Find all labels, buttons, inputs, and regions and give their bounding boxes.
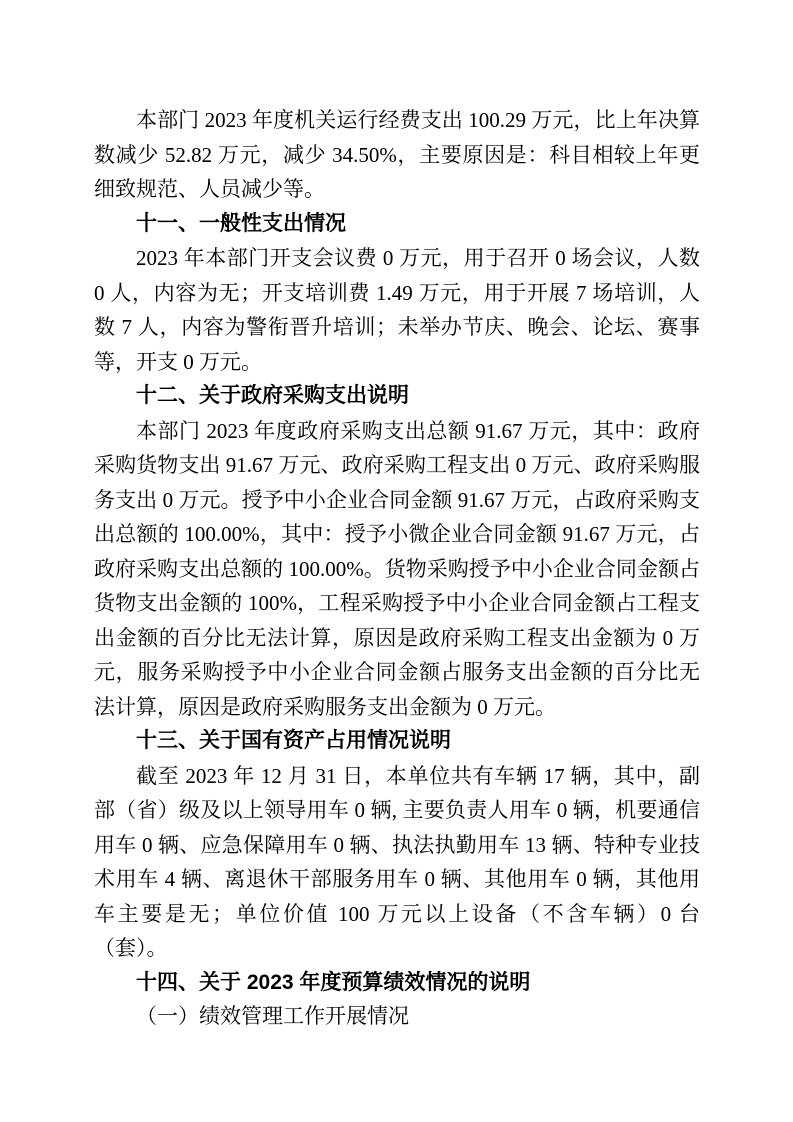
section-heading-11-general-expenditure: 十一、一般性支出情况 [136, 211, 346, 235]
paragraph-state-owned-assets-detail: 截至 2023 年 12 月 31 日，本单位共有车辆 17 辆，其中，副部（省）级及以上领导用车 0 辆, 主要负责人用车 0 辆，机要通信用车 0 辆、应急保障用车 0 辆、执法执勤用车 13 辆、特种专业技术用车 4 辆、离退休干部服务用车 0 辆、其他用车 0 辆，其他用车主要是无；单位价值 100 万元以上设备（不含车辆）0 台（套）。 [94, 763, 700, 960]
section-heading-12-government-procurement: 十二、关于政府采购支出说明 [136, 384, 409, 407]
subheading-performance-management-work: （一）绩效管理工作开展情况 [136, 1005, 409, 1028]
section-heading-13-state-owned-assets: 十三、关于国有资产占用情况说明 [136, 729, 451, 752]
paragraph-government-procurement-detail: 本部门 2023 年度政府采购支出总额 91.67 万元，其中：政府采购货物支出 91.67 万元、政府采购工程支出 0 万元、政府采购服务支出 0 万元。授予中小企业合同金额 91.67 万元，占政府采购支出总额的 100.00%，其中：授予小微企业合同金额 91.67 万元，占政府采购支出总额的 100.00%。货物采购授予中小企业合同金额占货物支出金额的 100%，工程采购授予中小企业合同金额占工程支出金额的百分比无法计算，原因是政府采购工程支出金额为 0 万元，服务采购授予中小企业合同金额占服务支出金额的百分比无法计算，原因是政府采购服务支出金额为 0 万元。 [94, 418, 700, 719]
paragraph-agency-operating-expense: 本部门 2023 年度机关运行经费支出 100.29 万元，比上年决算数减少 52.82 万元，减少 34.50%，主要原因是：科目相较上年更细致规范、人员减少等。 [94, 108, 700, 201]
paragraph-general-expenditure-detail: 2023 年本部门开支会议费 0 万元，用于召开 0 场会议，人数 0 人，内容为无；开支培训费 1.49 万元，用于开展 7 场培训，人数 7 人，内容为警衔晋升培训；未举办节庆、晚会、论坛、赛事等，开支 0 万元。 [94, 246, 700, 374]
section-heading-14-budget-performance: 十四、关于 2023 年度预算绩效情况的说明 [136, 970, 531, 994]
